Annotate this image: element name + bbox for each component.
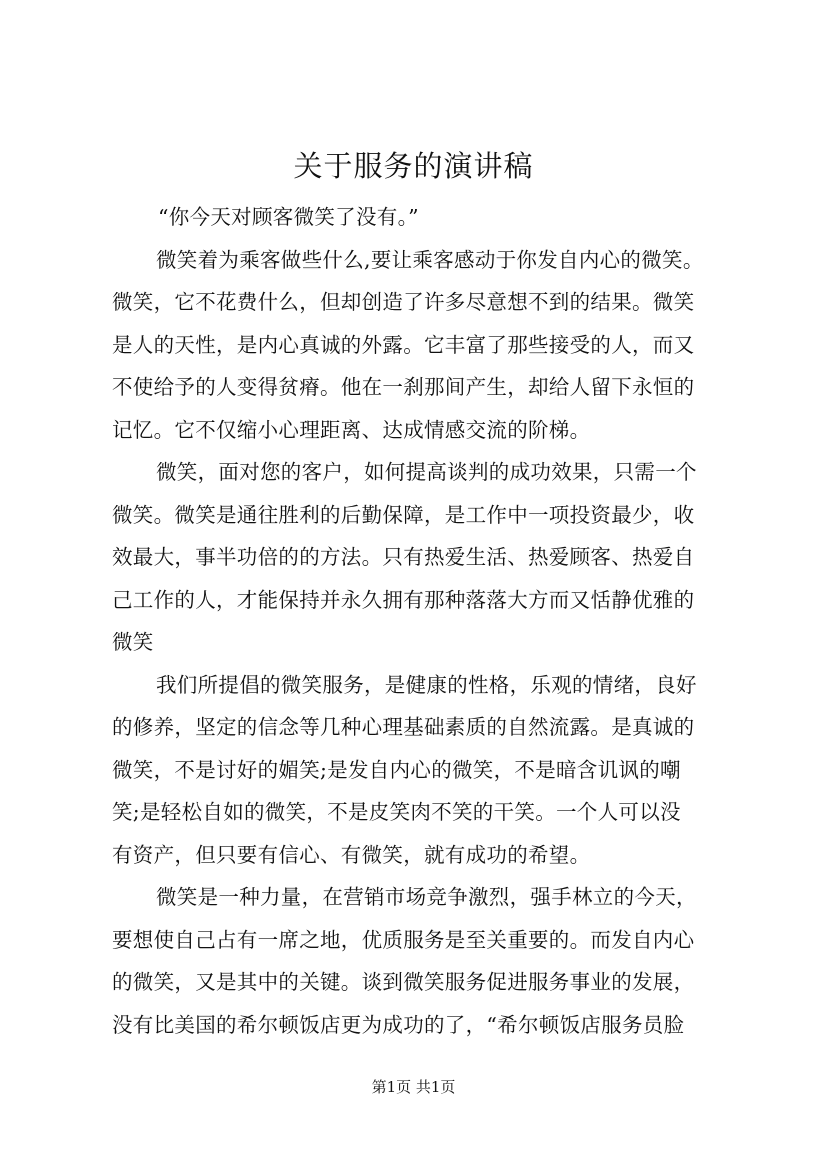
body-line: 不使给予的人变得贫瘠。他在一刹那间产生，却给人留下永恒的: [112, 375, 695, 399]
page-footer: 第1页 共1页: [371, 1078, 456, 1096]
document-title: 关于服务的演讲稿: [293, 149, 534, 183]
body-line: 有资产，但只要有信心、有微笑，就有成功的希望。: [112, 842, 591, 867]
body-line: 效最大，事半功倍的的方法。只有热爱生活、热爱顾客、热爱自: [112, 545, 695, 569]
body-line: 微笑着为乘客做些什么,要让乘客感动于你发自内心的微笑。: [156, 247, 704, 272]
document-body: [112, 196, 724, 1046]
body-line: 微笑: [112, 630, 154, 654]
body-line: 我们所提倡的微笑服务，是健康的性格，乐观的情绪，良好: [156, 672, 697, 697]
body-line: 是人的天性，是内心真诚的外露。它丰富了那些接受的人，而又: [112, 332, 695, 357]
body-line: 没有比美国的希尔顿饭店更为成功的了，“希尔顿饭店服务员脸: [112, 1012, 685, 1037]
body-line: 的修养，坚定的信念等几种心理基础素质的自然流露。是真诚的: [112, 715, 695, 739]
body-line: 的微笑，又是其中的关键。谈到微笑服务促进服务事业的发展，: [112, 970, 695, 994]
body-line: 微笑，面对您的客户，如何提高谈判的成功效果，只需一个: [156, 460, 697, 484]
body-line: 微笑，它不花费什么，但却创造了许多尽意想不到的结果。微笑: [112, 290, 695, 314]
body-line: 笑;是轻松自如的微笑，不是皮笑肉不笑的干笑。一个人可以没: [112, 800, 681, 824]
body-line: 己工作的人，才能保持并永久拥有那种落落大方而又恬静优雅的: [112, 587, 695, 612]
body-line: “你今天对顾客微笑了没有。”: [158, 205, 419, 229]
body-line: 微笑是一种力量，在营销市场竞争激烈，强手林立的今天，: [156, 885, 697, 909]
body-line: 要想使自己占有一席之地，优质服务是至关重要的。而发自内心: [112, 927, 695, 952]
body-line: 微笑，不是讨好的媚笑;是发自内心的微笑，不是暗含讥讽的嘲: [112, 757, 681, 782]
body-line: 记忆。它不仅缩小心理距离、达成情感交流的阶梯。: [112, 417, 591, 442]
body-line: 微笑。微笑是通往胜利的后勤保障，是工作中一项投资最少，收: [112, 502, 695, 527]
